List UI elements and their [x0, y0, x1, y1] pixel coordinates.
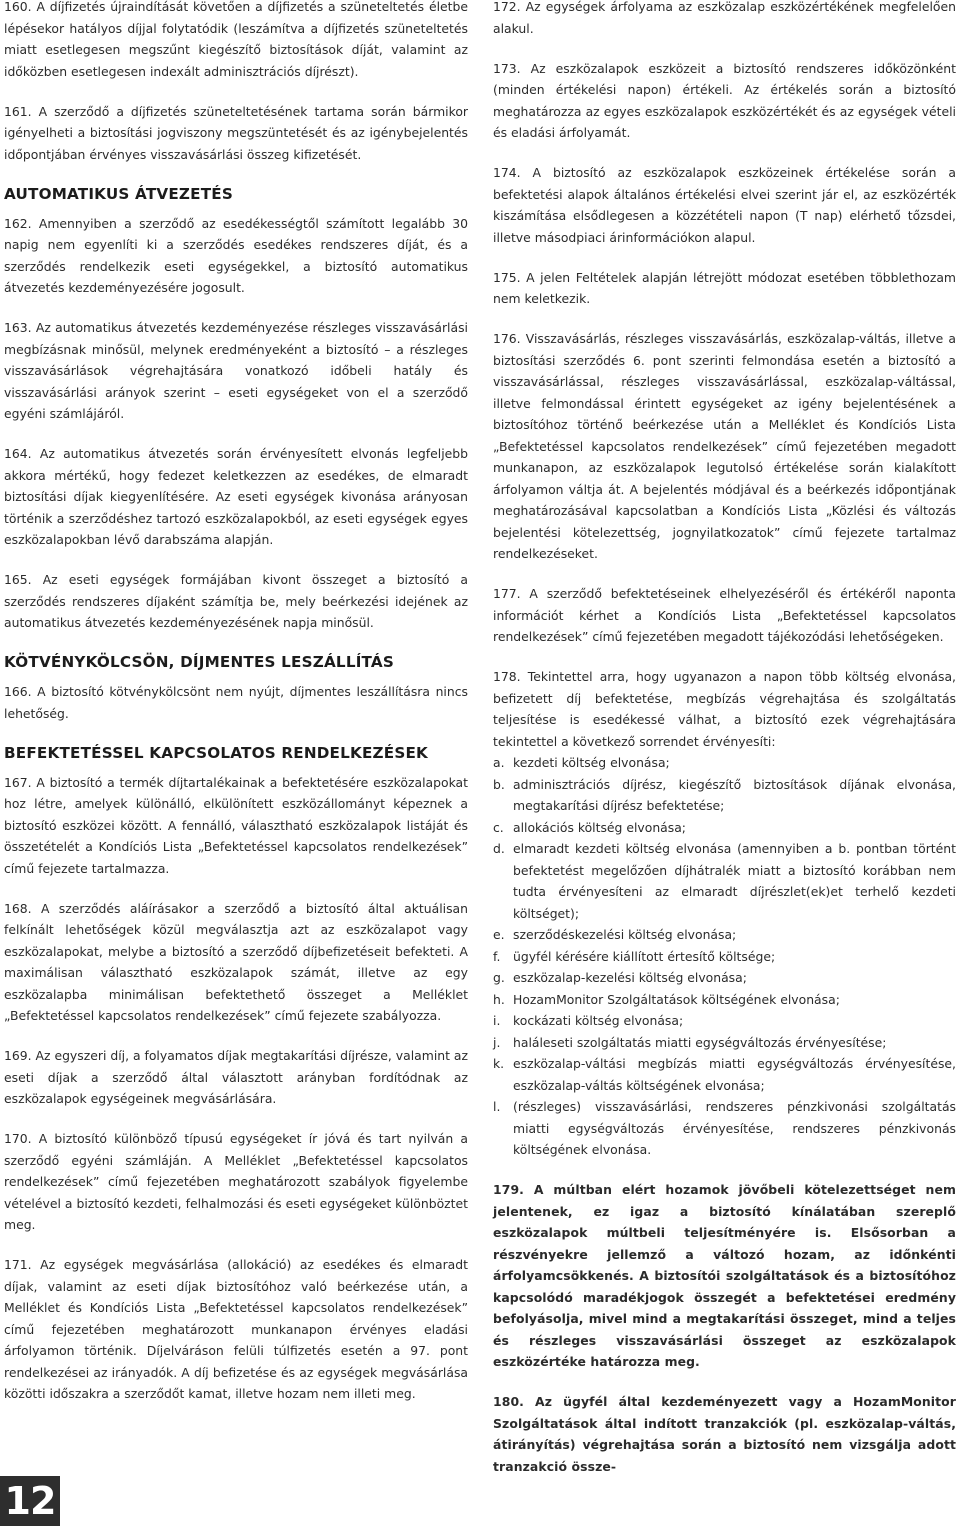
section-heading-automatikus-atvezetes: AUTOMATIKUS ÁTVEZETÉS — [4, 184, 233, 203]
paragraph-176: 176. Visszavásárlás, részleges visszavásárlás, eszközalap-váltás, illetve a biztosítási szerződés 6. pont szerinti felmondása esetén a biztosító a visszavásárlással, részleges visszavásárlással, eszközalap-váltással, illetve felmondással érintett egységeket az igény bejelentésének a biztosítóhoz történő beérkezése után a Melléklet és Kondíciós Lista „Befektetéssel kapcsolatos rendelkezések” című fejezetében megadott munkanapon, az eszközalapok legutolsó értékelése során kialakított árfolyamon váltja át. A bejelentés módjával és a beérkezés időpontjának meghatározásával kapcsolatban a Kondíciós Lista „Közlési és változás bejelentési kötelezettség, jognyilatkozatok” című fejezete tartalmaz rendelkezéseket. — [493, 331, 956, 561]
paragraph-177: 177. A szerződő befektetéseinek elhelyezéséről és értékéről naponta információt kérhet a Kondíciós Lista „Befektetéssel kapcsolatos rendelkezések” című fejezetében megadott tájékozódási lehetőségeken. — [493, 586, 956, 644]
list-item — [493, 1096, 956, 1161]
paragraph-162: 162. Amennyiben a szerződő az esedékességtől számított legalább 30 napig nem egyenlíti ki a szerződés esedékes rendszeres díját, és a szerződés rendelkezik eseti egységekkel, a biztosító automatikus átvezetés kezdeményezésére jogosult. — [4, 215, 468, 295]
paragraph-168: 168. A szerződés aláírásakor a szerződő a biztosító által aktuálisan felkínált lehetőségek közül megválasztja azt az eszközalapot vagy eszközalapokat, melybe a biztosító a szerződő díjbefizetéseit befekteti. A maximálisan választható eszközalapok számát, illetve az egy eszközalapba minimálisan befektethető összeget a Melléklet „Befektetéssel kapcsolatos rendelkezések” című fejezete szabályozza. — [4, 900, 468, 1023]
list-item-text: szerződéskezelési költség elvonása; — [513, 927, 737, 942]
list-item — [493, 967, 956, 989]
paragraph-163: 163. Az automatikus átvezetés kezdeményezése részleges visszavásárlási megbízásnak minősül, melynek eredményeként a biztosító – a részleges visszavásárlások végrehajtására vonatkozó időbeli hatály és visszavásárlási arányok szerint – eseti egységeket von el a szerződő egyéni számlájáról. — [4, 320, 468, 421]
list-marker: g. — [493, 970, 505, 985]
list-item-text: eszközalap-váltási megbízás miatti egységváltozás érvényesítése, eszközalap-váltás költségének elvonása; — [513, 1056, 956, 1093]
paragraph-165: 165. Az eseti egységek formájában kivont összeget a biztosító a szerződés rendszeres díjaként számítja be, mely beérkezési idejének az automatikus átvezetés kezdeményezésének napja minősül. — [4, 572, 468, 630]
list-item-text: eszközalap-kezelési költség elvonása; — [513, 970, 747, 985]
list-marker: e. — [493, 927, 505, 942]
list-item — [493, 989, 956, 1011]
right-column — [493, 0, 956, 1496]
list-item — [493, 817, 956, 839]
list-marker: f. — [493, 948, 501, 964]
paragraph-161: 161. A szerződő a díjfizetés szüneteltetésének tartama során bármikor igényelheti a biztosítási jogviszony megszüntetését és az igénybejelentés időpontjában érvényes visszavásárlási összeg kifizetését. — [4, 103, 468, 162]
list-marker: k. — [493, 1056, 505, 1071]
section-heading-befektetessel: BEFEKTETÉSSEL KAPCSOLATOS RENDELKEZÉSEK — [4, 743, 429, 762]
list-marker: j. — [493, 1034, 501, 1050]
section-heading-kotvenykolcson: KÖTVÉNYKÖLCSÖN, DÍJMENTES LESZÁLLÍTÁS — [4, 653, 395, 671]
list-item-text: kezdeti költség elvonása; — [513, 755, 670, 770]
list-item-text: ügyfél kérésére kiállított értesítő költsége; — [513, 948, 776, 964]
list-item — [493, 1053, 956, 1096]
paragraph-172: 172. Az egységek árfolyama az eszközalap eszközértékének megfelelően alakul. — [493, 0, 956, 36]
left-column — [4, 0, 468, 1423]
list-item-text: allokációs költség elvonása; — [513, 819, 686, 835]
list-item — [493, 752, 956, 774]
paragraph-166: 166. A biztosító kötvénykölcsönt nem nyújt, díjmentes leszállításra nincs lehetőség. — [4, 684, 468, 721]
paragraph-174: 174. A biztosító az eszközalapok eszközeinek értékelése során a befektetési alapok általános értékelési elvei szerint jár el, az eszközérték kiszámítása elsődlegesen a közzétételi napon (T nap) elérhető tőzsdei, illetve másodpiaci árinformációkon alapul. — [493, 165, 956, 245]
list-marker: c. — [493, 819, 504, 835]
list-item — [493, 946, 956, 968]
paragraph-164: 164. Az automatikus átvezetés során érvényesített elvonás legfeljebb akkora mértékű, hogy fedezet keletkezzen az esedékes, de elmaradt biztosítási díjak kiegyenlítésére. Az eseti egységek kivonása arányosan történik a szerződéshez tartozó eszközalapokból, az eseti egységek egyes eszközalapokban lévő darabszáma alapján. — [4, 446, 468, 547]
list-item — [493, 838, 956, 924]
list-marker: i. — [493, 1013, 501, 1028]
paragraph-175: 175. A jelen Feltételek alapján létrejött módozat esetében többlethozam nem keletkezik. — [493, 269, 956, 306]
list-item — [493, 774, 956, 817]
paragraph-169: 169. Az egyszeri díj, a folyamatos díjak megtakarítási díjrésze, valamint az eseti díjak a szerződő által választott arányban fordítódnak az eszközalapok egységeinek megvásárlására. — [4, 1048, 469, 1106]
list-item-text: elmaradt kezdeti költség elvonása (amennyiben a b. pontban történt befektetést megelőzően díjhátralék miatt a biztosító korábban nem tudta érvényesíteni az elmaradt díjrészlet(ek)et terhelő kezdeti költséget); — [513, 841, 956, 921]
paragraph-180: 180. Az ügyfél által kezdeményezett vagy a HozamMonitor Szolgáltatások által indított tranzakciók (pl. eszközalap-váltás, átirányítás) végrehajtása során a biztosító nem vizsgálja adott tranzakció össze- — [493, 1394, 956, 1474]
list-item — [493, 1032, 956, 1054]
paragraph-171: 171. Az egységek megvásárlása (allokáció) az esedékes és elmaradt díjak, valamint az eseti díjak biztosítóhoz való beérkezése után, a Melléklet és Kondíciós Lista „Befektetéssel kapcsolatos rendelkezések” című fejezetében meghatározott munkanapon érvényes eladási árfolyamon történik. Díjelváráson felüli túlfizetés esetén a 97. pont rendelkezései az irányadók. A díj befizetése és az egységek megvásárlása közötti időszakra a szerződőt kamat, illetve hozam nem illeti meg. — [4, 1257, 468, 1401]
list-marker: l. — [493, 1099, 501, 1114]
list-item-text: (részleges) visszavásárlási, rendszeres pénzkivonási szolgáltatás miatti egységváltozás érvényesítése, rendszeres pénzkivonás költségének elvonása. — [513, 1099, 956, 1157]
list-item-text: HozamMonitor Szolgáltatások költségének elvonása; — [513, 991, 840, 1007]
paragraph-178: 178. Tekintettel arra, hogy ugyanazon a napon több költség elvonása, befizetett díj befektetése, megbízás végrehajtása és szolgáltatás teljesítése is esedékessé válhat, a biztosító ezek végrehajtására tekintettel a következő sorrendet érvényesíti: — [493, 669, 956, 749]
paragraph-170: 170. A biztosító különböző típusú egységeket ír jóvá és tart nyilván a szerződő egyéni számláján. A Melléklet „Befektetéssel kapcsolatos rendelkezések” című fejezetében meghatározott szabályok figyelembe vételével a biztosító kezdeti, felhalmozási és eseti egységeket különböztet meg. — [4, 1131, 468, 1232]
list-item-text: kockázati költség elvonása; — [513, 1013, 684, 1028]
paragraph-167: 167. A biztosító a termék díjtartalékainak a befektetésére eszközalapokat hoz létre, amelyek különálló, elkülönített eszközállományt képeznek a biztosító eszközei között. A fennálló, választható eszközalapok listáját és összetételét a Kondíciós Lista „Befektetéssel kapcsolatos rendelkezések” című fejezete tartalmazza. — [4, 774, 468, 876]
list-marker: b. — [493, 776, 505, 792]
list-item — [493, 924, 956, 946]
list-marker: h. — [493, 991, 505, 1007]
page-number: 12 — [0, 1476, 60, 1526]
list-item — [493, 1010, 956, 1032]
paragraph-160: 160. A díjfizetés újraindítását követően a díjfizetés a szüneteltetés életbe lépésekor hatályos díjjal folytatódik (leszámítva a díjfizetés szüneteltetés miatt esetlegesen megszűnt kiegészítő biztosítások díját, valamint az időközben esetlegesen indexált adminisztrációs díjrészt). — [4, 0, 468, 79]
paragraph-173: 173. Az eszközalapok eszközeit a biztosító rendszeres időközönként (minden értékelési napon) értékeli. Az értékelés során a biztosító meghatározza az egyes eszközalapok eszközértékét és az egységek vételi és eladási árfolyamát. — [493, 60, 956, 140]
list-item-text: adminisztrációs díjrész, kiegészítő biztosítások díjának elvonása, megtakarítási díjrész befektetése; — [513, 776, 956, 813]
ordering-list — [493, 752, 956, 1161]
list-item-text: haláleseti szolgáltatás miatti egységváltozás érvényesítése; — [513, 1034, 887, 1050]
list-marker: a. — [493, 755, 505, 770]
list-marker: d. — [493, 841, 505, 856]
paragraph-179: 179. A múltban elért hozamok jövőbeli kötelezettséget nem jelentenek, ez igaz a biztosító kínálatában szereplő eszközalapok múltbeli teljesítményére is. Elsősorban a részvényekre jellemző a változó hozam, az időnkénti árfolyamcsökkenés. A biztosítói szolgáltatások és a biztosítóhoz kapcsolódó maradékjogok összegét a befektetései eredmény befolyásolja, mivel mind a megtakarítási összeget, mind a teljes és részleges visszavásárlási összeget az eszközalapok eszközértéke határozza meg. — [493, 1182, 956, 1369]
